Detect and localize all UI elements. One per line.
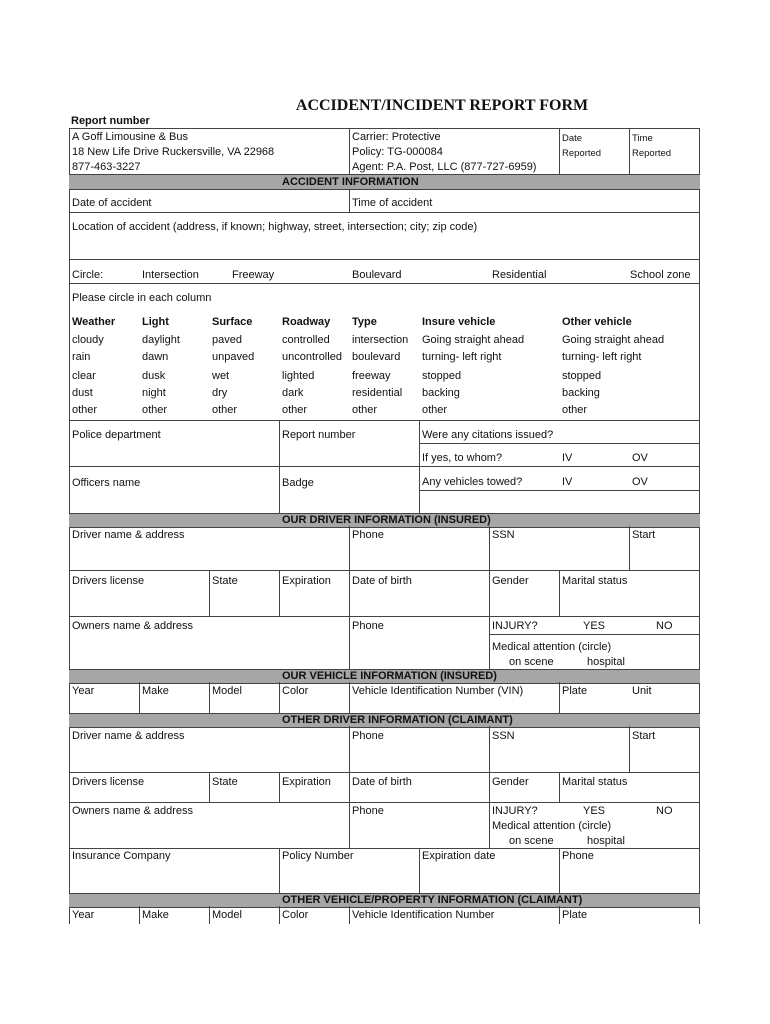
- other-expiration-label: Expiration: [282, 776, 331, 788]
- company-phone: 877-463-3227: [72, 161, 141, 173]
- other-driver-heading: OTHER DRIVER INFORMATION (CLAIMANT): [282, 714, 513, 726]
- expiration-date-label: Expiration date: [422, 850, 496, 862]
- towed-label: Any vehicles towed?: [422, 476, 523, 488]
- vehicle-make-label: Make: [142, 685, 169, 697]
- dob-label: Date of birth: [352, 575, 412, 587]
- time-reported-label-1: Time: [632, 133, 653, 144]
- divider: [279, 848, 280, 893]
- driver-start-label: Start: [632, 529, 656, 541]
- marital-status-label: Marital status: [562, 575, 628, 587]
- roadway-header: Roadway: [282, 316, 331, 328]
- other-owner-phone-label: Phone: [352, 805, 384, 817]
- drivers-license-label: Drivers license: [72, 575, 145, 587]
- please-circle-label: Please circle in each column: [72, 292, 212, 304]
- weather-option[interactable]: clear: [72, 370, 96, 382]
- other-vehicle-vin-label: Vehicle Identification Number: [352, 909, 495, 921]
- carrier-policy: Policy: TG-000084: [352, 146, 443, 158]
- divider: [419, 848, 420, 893]
- type-option[interactable]: residential: [352, 387, 403, 399]
- police-report-number-label: Report number: [282, 429, 356, 441]
- other-drivers-license-label: Drivers license: [72, 776, 145, 788]
- surface-option[interactable]: paved: [212, 334, 242, 346]
- divider: [69, 802, 700, 803]
- vehicle-plate-label: Plate: [562, 685, 588, 697]
- divider: [69, 212, 700, 213]
- roadway-option[interactable]: lighted: [282, 370, 315, 382]
- weather-option[interactable]: rain: [72, 351, 91, 363]
- date-reported-label-2: Reported: [562, 148, 602, 159]
- weather-header: Weather: [72, 316, 116, 328]
- divider: [349, 726, 350, 848]
- gender-label: Gender: [492, 575, 529, 587]
- divider: [279, 772, 280, 802]
- location-label: Location of accident (address, if known; highway, street, intersection; city; zip code): [72, 221, 478, 233]
- other-driver-name-label: Driver name & address: [72, 730, 185, 742]
- divider: [559, 848, 560, 893]
- vehicle-model-label: Model: [212, 685, 242, 697]
- our-driver-heading: OUR DRIVER INFORMATION (INSURED): [282, 514, 491, 526]
- vehicle-unit-label: Unit: [632, 685, 652, 697]
- surface-option[interactable]: unpaved: [212, 351, 255, 363]
- citation-ov-option[interactable]: OV: [632, 452, 648, 464]
- divider: [559, 570, 560, 616]
- circle-option[interactable]: Residential: [492, 269, 547, 281]
- roadway-option[interactable]: dark: [282, 387, 304, 399]
- other-driver-start-label: Start: [632, 730, 656, 742]
- header-top-line: [69, 128, 700, 129]
- insure-vehicle-option[interactable]: stopped: [422, 370, 462, 382]
- page-title: ACCIDENT/INCIDENT REPORT FORM: [295, 97, 589, 114]
- driver-name-label: Driver name & address: [72, 529, 185, 541]
- injury-no-option[interactable]: NO: [656, 620, 673, 632]
- police-department-label: Police department: [72, 429, 161, 441]
- other-vehicle-option[interactable]: other: [562, 404, 588, 416]
- other-vehicle-option[interactable]: Going straight ahead: [562, 334, 665, 346]
- divider: [209, 772, 210, 802]
- other-vehicle-model-label: Model: [212, 909, 242, 921]
- date-reported-label-1: Date: [562, 133, 583, 144]
- driver-ssn-label: SSN: [492, 529, 515, 541]
- accident-info-heading: ACCIDENT INFORMATION: [282, 176, 419, 188]
- citation-iv-option[interactable]: IV: [562, 452, 573, 464]
- divider: [349, 682, 350, 713]
- divider: [69, 283, 700, 284]
- other-vehicle-color-label: Color: [282, 909, 309, 921]
- divider: [419, 443, 700, 444]
- towed-ov-option[interactable]: OV: [632, 476, 648, 488]
- other-vehicle-option[interactable]: backing: [562, 387, 600, 399]
- circle-option[interactable]: Freeway: [232, 269, 275, 281]
- light-option[interactable]: dusk: [142, 370, 166, 382]
- divider: [559, 128, 560, 174]
- divider: [559, 772, 560, 802]
- type-option[interactable]: freeway: [352, 370, 391, 382]
- our-vehicle-heading: OUR VEHICLE INFORMATION (INSURED): [282, 670, 497, 682]
- roadway-option[interactable]: controlled: [282, 334, 330, 346]
- other-dob-label: Date of birth: [352, 776, 412, 788]
- light-option[interactable]: other: [142, 404, 168, 416]
- other-driver-ssn-label: SSN: [492, 730, 515, 742]
- insure-vehicle-option[interactable]: Going straight ahead: [422, 334, 525, 346]
- expiration-label: Expiration: [282, 575, 331, 587]
- time-reported-label-2: Reported: [632, 148, 672, 159]
- divider: [489, 634, 700, 635]
- other-marital-status-label: Marital status: [562, 776, 628, 788]
- vehicle-year-label: Year: [72, 685, 95, 697]
- divider: [69, 420, 700, 421]
- other-injury-label: INJURY?: [492, 805, 538, 817]
- divider: [69, 772, 700, 773]
- divider: [629, 128, 630, 174]
- divider: [69, 848, 700, 849]
- report-number-label: Report number: [71, 115, 150, 127]
- weather-option[interactable]: dust: [72, 387, 93, 399]
- other-hospital-option[interactable]: hospital: [587, 835, 625, 847]
- insurance-company-label: Insurance Company: [72, 850, 171, 862]
- vehicle-color-label: Color: [282, 685, 309, 697]
- divider: [69, 616, 700, 617]
- other-vehicle-header: Other vehicle: [562, 316, 632, 328]
- light-header: Light: [142, 316, 169, 328]
- other-driver-phone-label: Phone: [352, 730, 384, 742]
- other-vehicle-year-label: Year: [72, 909, 95, 921]
- date-of-accident-label: Date of accident: [72, 197, 152, 209]
- divider: [279, 906, 280, 924]
- other-gender-label: Gender: [492, 776, 529, 788]
- other-vehicle-make-label: Make: [142, 909, 169, 921]
- divider: [209, 906, 210, 924]
- circle-option[interactable]: School zone: [630, 269, 691, 281]
- surface-header: Surface: [212, 316, 253, 328]
- light-option[interactable]: night: [142, 387, 166, 399]
- divider: [69, 259, 700, 260]
- other-medical-attention-label: Medical attention (circle): [492, 820, 612, 832]
- divider: [349, 906, 350, 924]
- divider: [69, 570, 700, 571]
- surface-option[interactable]: other: [212, 404, 238, 416]
- other-injury-no-option[interactable]: NO: [656, 805, 673, 817]
- insure-vehicle-header: Insure vehicle: [422, 316, 496, 328]
- vehicle-vin-label: Vehicle Identification Number (VIN): [352, 685, 524, 697]
- carrier-name: Carrier: Protective: [352, 131, 441, 143]
- divider: [69, 466, 700, 467]
- weather-option[interactable]: cloudy: [72, 334, 104, 346]
- divider: [419, 490, 700, 491]
- divider: [349, 189, 350, 213]
- other-vehicle-plate-label: Plate: [562, 909, 588, 921]
- roadway-option[interactable]: other: [282, 404, 308, 416]
- circle-option[interactable]: Intersection: [142, 269, 199, 281]
- company-name: A Goff Limousine & Bus: [72, 131, 188, 143]
- other-vehicle-option[interactable]: turning- left right: [562, 351, 642, 363]
- carrier-agent: Agent: P.A. Post, LLC (877-727-6959): [352, 161, 537, 173]
- roadway-option[interactable]: uncontrolled: [282, 351, 342, 363]
- type-option[interactable]: intersection: [352, 334, 409, 346]
- time-of-accident-label: Time of accident: [352, 197, 433, 209]
- driver-phone-label: Phone: [352, 529, 384, 541]
- surface-option[interactable]: wet: [212, 370, 230, 382]
- other-on-scene-option[interactable]: on scene: [509, 835, 554, 847]
- weather-option[interactable]: other: [72, 404, 98, 416]
- other-state-label: State: [212, 776, 238, 788]
- divider: [349, 128, 350, 174]
- divider: [209, 570, 210, 616]
- other-vehicle-option[interactable]: stopped: [562, 370, 602, 382]
- badge-label: Badge: [282, 477, 314, 489]
- divider: [279, 570, 280, 616]
- type-header: Type: [352, 316, 377, 328]
- divider: [559, 906, 560, 924]
- injury-label: INJURY?: [492, 620, 538, 632]
- other-owners-name-label: Owners name & address: [72, 805, 194, 817]
- towed-iv-option[interactable]: IV: [562, 476, 573, 488]
- other-vehicle-heading: OTHER VEHICLE/PROPERTY INFORMATION (CLAIMANT): [282, 894, 583, 906]
- insure-vehicle-option[interactable]: turning- left right: [422, 351, 502, 363]
- circle-label: Circle:: [72, 269, 104, 281]
- officers-name-label: Officers name: [72, 477, 141, 489]
- type-option[interactable]: boulevard: [352, 351, 401, 363]
- surface-option[interactable]: dry: [212, 387, 228, 399]
- insurance-phone-label: Phone: [562, 850, 594, 862]
- divider: [139, 682, 140, 713]
- divider: [139, 906, 140, 924]
- state-label: State: [212, 575, 238, 587]
- on-scene-option[interactable]: on scene: [509, 656, 554, 668]
- insure-vehicle-option[interactable]: other: [422, 404, 448, 416]
- divider: [279, 682, 280, 713]
- divider: [349, 526, 350, 669]
- divider: [559, 682, 560, 713]
- light-option[interactable]: daylight: [142, 334, 180, 346]
- policy-number-label: Policy Number: [282, 850, 354, 862]
- citations-label: Were any citations issued?: [422, 429, 554, 441]
- type-option[interactable]: other: [352, 404, 378, 416]
- insure-vehicle-option[interactable]: backing: [422, 387, 460, 399]
- other-injury-yes-option[interactable]: YES: [583, 805, 606, 817]
- light-option[interactable]: dawn: [142, 351, 169, 363]
- divider: [489, 526, 490, 669]
- medical-attention-label: Medical attention (circle): [492, 641, 612, 653]
- owners-name-label: Owners name & address: [72, 620, 194, 632]
- owner-phone-label: Phone: [352, 620, 384, 632]
- divider: [629, 726, 630, 772]
- circle-option[interactable]: Boulevard: [352, 269, 402, 281]
- injury-yes-option[interactable]: YES: [583, 620, 606, 632]
- divider: [629, 526, 630, 570]
- divider: [209, 682, 210, 713]
- if-yes-label: If yes, to whom?: [422, 452, 503, 464]
- hospital-option[interactable]: hospital: [587, 656, 625, 668]
- divider: [489, 726, 490, 848]
- company-address: 18 New Life Drive Ruckersville, VA 22968: [72, 146, 275, 158]
